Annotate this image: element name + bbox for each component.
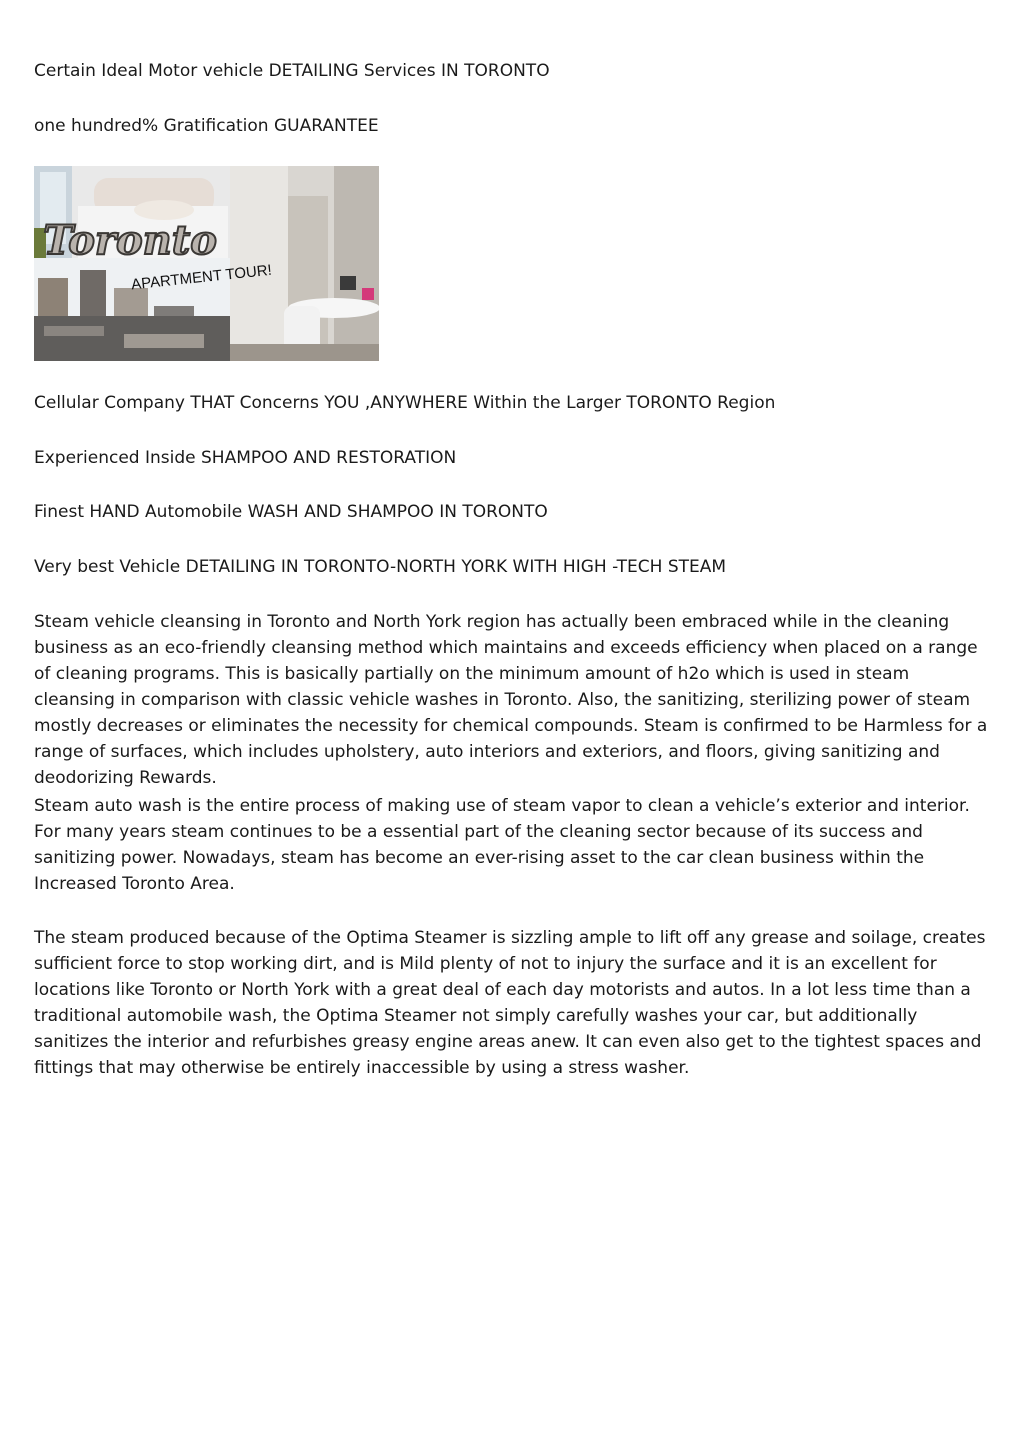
heading-line-2: one hundred% Gratification GUARANTEE: [34, 116, 379, 136]
apartment-tour-caption: APARTMENT TOUR!: [130, 261, 273, 294]
toronto-apartment-tour-image: [34, 166, 379, 361]
heading-line-4: Experienced Inside SHAMPOO AND RESTORATION: [34, 448, 457, 468]
paragraph-optima-steamer: The steam produced because of the Optima Steamer is sizzling ample to lift off any grease and soilage, creates sufficient force to stop working dirt, and is Mild plenty of not to injury the surface and it is an excellent for locations like Toronto or North York with a great deal of each day motorists and autos. In a lot less time than a traditional automobile wash, the Optima Steamer not simply carefully washes your car, but additionally sanitizes the interior and refurbishes greasy engine areas anew. It can even also get to the tightest spaces and fittings that may otherwise be entirely inaccessible by using a stress washer.: [34, 928, 986, 1078]
paragraph-steam-auto-wash: Steam auto wash is the entire process of making use of steam vapor to clean a vehicle’s exterior and interior. For many years steam continues to be a essential part of the cleaning sector because of its success and sanitizing power. Nowadays, steam has become an ever-rising asset to the car clean business within the Increased Toronto Area.: [34, 796, 970, 894]
heading-line-5: Finest HAND Automobile WASH AND SHAMPOO IN TORONTO: [34, 502, 548, 522]
heading-line-3: Cellular Company THAT Concerns YOU ,ANYWHERE Within the Larger TORONTO Region: [34, 393, 776, 413]
heading-line-6: Very best Vehicle DETAILING IN TORONTO-NORTH YORK WITH HIGH -TECH STEAM: [34, 557, 727, 577]
paragraph-steam-cleansing: Steam vehicle cleansing in Toronto and North York region has actually been embraced while in the cleaning business as an eco-friendly cleansing method which maintains and exceeds efficiency when placed on a range of cleaning programs. This is basically partially on the minimum amount of h2o which is used in steam cleansing in comparison with classic vehicle washes in Toronto. Also, the sanitizing, sterilizing power of steam mostly decreases or eliminates the necessity for chemical compounds. Steam is confirmed to be Harmless for a range of surfaces, which includes upholstery, auto interiors and exteriors, and floors, giving sanitizing and deodorizing Rewards.: [34, 612, 988, 788]
toronto-logo-text: Toronto: [43, 217, 217, 264]
heading-line-1: Certain Ideal Motor vehicle DETAILING Services IN TORONTO: [34, 61, 550, 81]
